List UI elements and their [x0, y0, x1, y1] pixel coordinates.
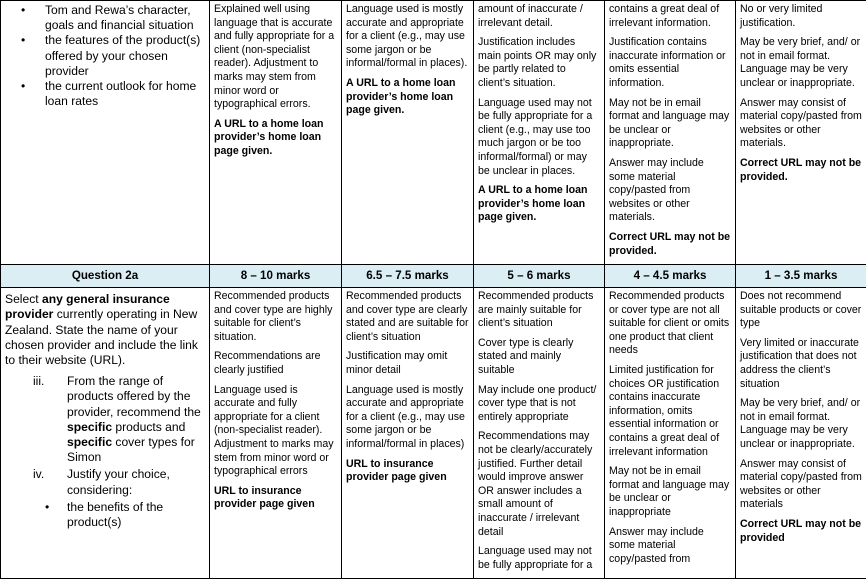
task-numbered-list	[5, 374, 205, 498]
list-item: • the benefits of the product(s)	[67, 500, 205, 530]
criteria-text: Limited justification for choices OR justification contains inaccurate information, omits essential information or contains a great deal of irrelevant information	[609, 364, 731, 459]
list-item: iv. Justify your choice, considering:	[5, 467, 205, 497]
header-1-3-5-marks: 1 – 3.5 marks	[736, 265, 866, 288]
rubric-row-question-1-continued	[1, 1, 866, 265]
criteria-text: Recommendations may not be clearly/accurately justified. Further detail would improve answer OR answer includes a small amount of inaccurate / irrelevant detail	[478, 430, 600, 539]
criteria-cell-1-3-5	[736, 288, 866, 579]
task-cell	[1, 1, 210, 265]
header-question-2a: Question 2a	[1, 265, 210, 288]
criteria-text: Very limited or inaccurate justification that does not address the client’s situation	[740, 337, 862, 391]
criteria-text: No or very limited justification.	[740, 3, 862, 30]
criteria-text: Language used may not be fully appropriate for a	[478, 545, 600, 572]
criteria-url-note: A URL to a home loan provider’s home loan page given.	[478, 184, 600, 225]
criteria-url-note: Correct URL may not be provided	[740, 518, 862, 545]
criteria-text: Recommendations are clearly justified	[214, 350, 337, 377]
criteria-cell-5-6	[474, 1, 605, 265]
criteria-cell-5-6	[474, 288, 605, 579]
rubric-row-question-2a	[1, 288, 866, 579]
task-sub-bullet-list	[5, 500, 205, 530]
criteria-text: Language used is mostly accurate and appropriate for a client (e.g., may use some jargon or be informal/formal in places)	[346, 384, 469, 452]
criteria-text: Does not recommend suitable products or cover type	[740, 290, 862, 331]
criteria-cell-4-4-5	[605, 1, 736, 265]
criteria-text: Justification contains inaccurate information or omits essential information.	[609, 36, 731, 90]
criteria-text: Language used is mostly accurate and appropriate for a client (e.g., may use some jargon or be informal/formal in places).	[346, 3, 469, 71]
criteria-text: Recommended products are mainly suitable for client’s situation	[478, 290, 600, 331]
task-intro: Select any general insurance provider currently operating in New Zealand. State the name of your chosen provider and include the link to their website (URL).	[5, 292, 205, 368]
criteria-text: Cover type is clearly stated and mainly suitable	[478, 337, 600, 378]
criteria-url-note: Correct URL may not be provided.	[740, 157, 862, 184]
rubric-header-row	[1, 265, 866, 288]
criteria-cell-8-10	[210, 1, 342, 265]
criteria-text: Language used is accurate and fully appropriate for a client (non-specialist reader). Adjustment to marks may stem from minor word or typographical errors	[214, 384, 337, 479]
criteria-text: contains a great deal of irrelevant information.	[609, 3, 731, 30]
criteria-url-note: Correct URL may not be provided.	[609, 231, 731, 258]
criteria-text: Answer may consist of material copy/pasted from websites or other materials.	[740, 97, 862, 151]
criteria-text: Justification includes main points OR may only be partly related to client’s situation.	[478, 36, 600, 90]
criteria-text: Answer may include some material copy/pasted from websites or other materials.	[609, 157, 731, 225]
criteria-text: amount of inaccurate / irrelevant detail.	[478, 3, 600, 30]
criteria-text: May not be in email format and language may be unclear or inappropriate	[609, 465, 731, 519]
task-bullet-list	[5, 3, 205, 109]
criteria-text: Answer may consist of material copy/pasted from websites or other materials	[740, 458, 862, 512]
criteria-text: Recommended products or cover type are not all suitable for client or omits one product that client needs	[609, 290, 731, 358]
criteria-cell-4-4-5	[605, 288, 736, 579]
list-item: iii. From the range of products offered by the provider, recommend the specific products and specific cover types for Simon	[5, 374, 205, 465]
criteria-text: May not be in email format and language may be unclear or inappropriate.	[609, 97, 731, 151]
task-cell	[1, 288, 210, 579]
criteria-text: Answer may include some material copy/pasted from	[609, 526, 731, 567]
list-item: • the features of the product(s) offered by your chosen provider	[45, 33, 205, 79]
criteria-text: Explained well using language that is accurate and fully appropriate for a client (non-specialist reader). Adjustment to marks may stem from minor word or typographical errors.	[214, 3, 337, 112]
list-item: • Tom and Rewa’s character, goals and financial situation	[45, 3, 205, 33]
criteria-cell-6-5-7-5	[342, 288, 474, 579]
header-8-10-marks: 8 – 10 marks	[210, 265, 342, 288]
criteria-text: May include one product/ cover type that is not entirely appropriate	[478, 384, 600, 425]
criteria-text: Language used may not be fully appropriate for a client (e.g., may use too much jargon or be too informal/formal) or may be unclear in places.	[478, 97, 600, 179]
criteria-cell-6-5-7-5	[342, 1, 474, 265]
criteria-url-note: A URL to a home loan provider’s home loan page given.	[346, 77, 469, 118]
criteria-text: Justification may omit minor detail	[346, 350, 469, 377]
criteria-url-note: URL to insurance provider page given	[346, 458, 469, 485]
criteria-text: May be very brief, and/ or not in email format. Language may be very unclear or inappropriate.	[740, 36, 862, 90]
header-6-5-7-5-marks: 6.5 – 7.5 marks	[342, 265, 474, 288]
criteria-cell-8-10	[210, 288, 342, 579]
criteria-url-note: URL to insurance provider page given	[214, 485, 337, 512]
criteria-cell-1-3-5	[736, 1, 866, 265]
criteria-url-note: A URL to a home loan provider’s home loan page given.	[214, 118, 337, 159]
header-5-6-marks: 5 – 6 marks	[474, 265, 605, 288]
criteria-text: May be very brief, and/ or not in email format. Language may be very unclear or inappropriate.	[740, 397, 862, 451]
list-item: • the current outlook for home loan rates	[45, 79, 205, 109]
criteria-text: Recommended products and cover type are highly suitable for client’s situation.	[214, 290, 337, 344]
header-4-4-5-marks: 4 – 4.5 marks	[605, 265, 736, 288]
criteria-text: Recommended products and cover type are clearly stated and are suitable for client’s situation	[346, 290, 469, 344]
